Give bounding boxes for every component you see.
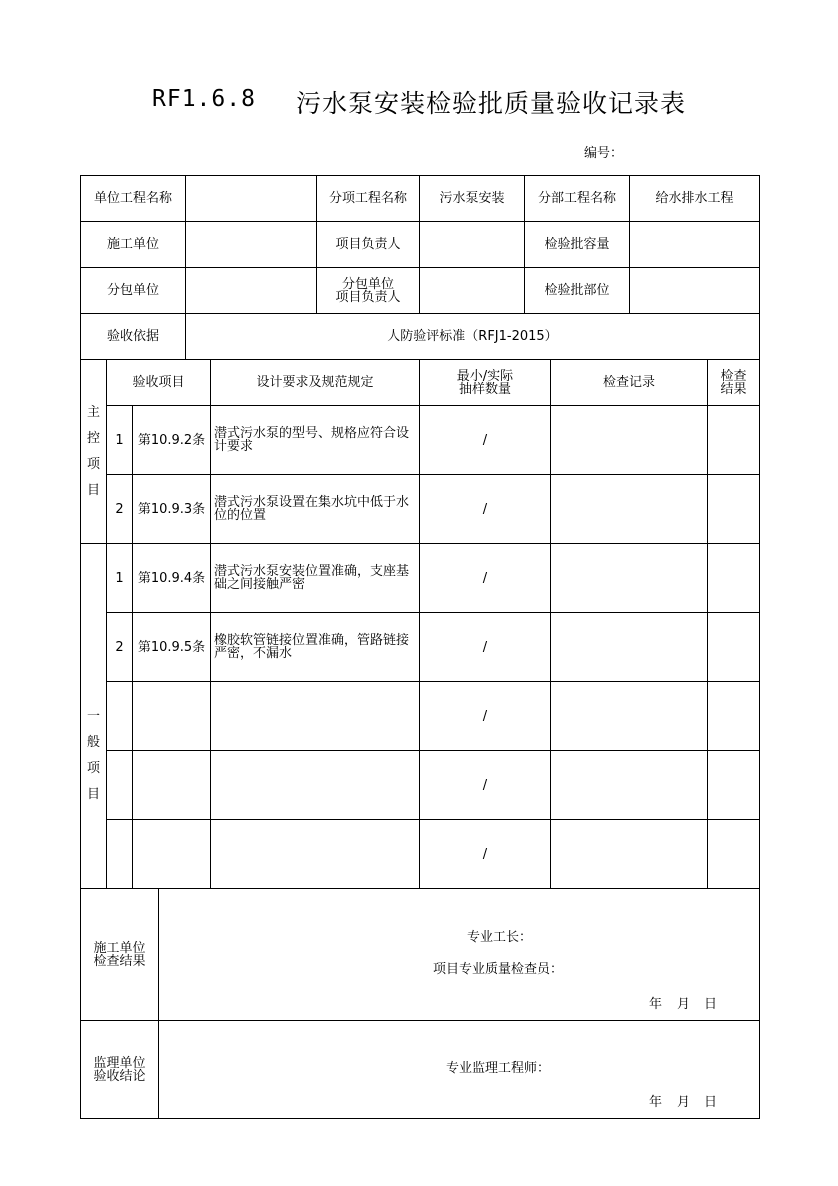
- general-row-3-sample[interactable]: /: [419, 681, 551, 751]
- general-row-4-sample[interactable]: /: [419, 750, 551, 820]
- sub-item-value[interactable]: 污水泵安装: [419, 175, 525, 222]
- quality-inspector-label: 项目专业质量检查员：: [433, 962, 564, 977]
- general-row-5-requirement: [210, 819, 420, 889]
- pm-value[interactable]: [419, 221, 525, 268]
- main-control-items-label-line: 项: [86, 456, 100, 472]
- main-row-2-requirement-line: 位的位置: [214, 508, 267, 523]
- general-row-5-result[interactable]: [707, 819, 760, 889]
- contractor-check-label: [80, 888, 159, 1021]
- general-row-1-requirement: [210, 543, 420, 613]
- unit-project-label: 单位工程名称: [80, 175, 186, 222]
- main-row-1-record[interactable]: [550, 405, 708, 475]
- general-row-4-result[interactable]: [707, 750, 760, 820]
- capacity-label: 检验批容量: [524, 221, 630, 268]
- general-row-2-result[interactable]: [707, 612, 760, 682]
- sub-pm-label-line: 分包单位: [341, 276, 394, 292]
- col-sample-line: 抽样数量: [458, 381, 511, 397]
- sub-item-label: 分项工程名称: [316, 175, 420, 222]
- general-row-4-no: [106, 750, 133, 820]
- general-row-2-no: 2: [106, 612, 133, 682]
- main-row-2-sample[interactable]: /: [419, 474, 551, 544]
- division-label: 分部工程名称: [524, 175, 630, 222]
- col-record: 检查记录: [550, 359, 708, 406]
- contractor-check-area: [158, 888, 760, 1021]
- subcontractor-value[interactable]: [185, 267, 317, 314]
- col-result-line: 检查: [720, 368, 747, 384]
- main-row-2-requirement: [210, 474, 420, 544]
- supervisor-check-label: [80, 1020, 159, 1119]
- contractor-year-label: 年: [649, 997, 663, 1012]
- main-row-1-requirement: [210, 405, 420, 475]
- main-control-items-label-line: 控: [86, 430, 100, 446]
- col-sample-line: 最小/实际: [456, 368, 514, 384]
- general-row-3-record[interactable]: [550, 681, 708, 751]
- main-row-1-sample[interactable]: /: [419, 405, 551, 475]
- main-row-1-clause: 第10.9.2条: [132, 405, 211, 475]
- col-requirement: 设计要求及规范规定: [210, 359, 420, 406]
- general-row-2-clause: 第10.9.5条: [132, 612, 211, 682]
- col-result-line: 结果: [720, 381, 747, 397]
- contractor-day-label: 日: [704, 997, 718, 1012]
- division-value[interactable]: 给水排水工程: [629, 175, 760, 222]
- supervisor-check-label-line: 验收结论: [93, 1068, 146, 1084]
- serial-number-label: 编号：: [584, 146, 624, 161]
- general-row-2-record[interactable]: [550, 612, 708, 682]
- general-items-label-line: 项: [86, 761, 100, 776]
- general-row-3-clause: [132, 681, 211, 751]
- general-row-1-sample[interactable]: /: [419, 543, 551, 613]
- general-row-2-sample[interactable]: /: [419, 612, 551, 682]
- general-row-5-clause: [132, 819, 211, 889]
- sub-pm-label-line: 项目负责人: [335, 289, 401, 305]
- general-row-1-no: 1: [106, 543, 133, 613]
- contractor-check-label-line: 施工单位: [93, 940, 146, 956]
- main-row-1-requirement-line: 计要求: [214, 439, 254, 454]
- capacity-value[interactable]: [629, 221, 760, 268]
- general-row-1-requirement-line: 潜式污水泵安装位置准确，支座基: [214, 564, 410, 579]
- sub-pm-value[interactable]: [419, 267, 525, 314]
- main-control-items-label-line: 主: [86, 404, 100, 420]
- main-row-2-no: 2: [106, 474, 133, 544]
- general-row-3-no: [106, 681, 133, 751]
- general-row-2-requirement-line: 橡胶软管链接位置准确，管路链接: [214, 633, 410, 648]
- col-item: 验收项目: [106, 359, 211, 406]
- general-row-1-result[interactable]: [707, 543, 760, 613]
- location-label: 检验批部位: [524, 267, 630, 314]
- general-items-label: [80, 543, 107, 889]
- supervisor-check-area: [158, 1020, 760, 1119]
- main-row-1-result[interactable]: [707, 405, 760, 475]
- main-control-items-label-line: 目: [86, 482, 100, 498]
- main-row-1-no: 1: [106, 405, 133, 475]
- general-items-label-line: 般: [86, 735, 100, 750]
- general-row-1-clause: 第10.9.4条: [132, 543, 211, 613]
- contractor-label: 施工单位: [80, 221, 186, 268]
- general-row-5-record[interactable]: [550, 819, 708, 889]
- general-row-4-requirement: [210, 750, 420, 820]
- contractor-value[interactable]: [185, 221, 317, 268]
- col-result: [707, 359, 760, 406]
- main-row-2-result[interactable]: [707, 474, 760, 544]
- supervisor-month-label: 月: [677, 1095, 691, 1110]
- contractor-month-label: 月: [677, 997, 691, 1012]
- basis-label: 验收依据: [80, 313, 186, 360]
- general-row-5-sample[interactable]: /: [419, 819, 551, 889]
- general-row-5-no: [106, 819, 133, 889]
- supervising-engineer-label: 专业监理工程师：: [446, 1061, 551, 1076]
- general-row-3-result[interactable]: [707, 681, 760, 751]
- general-row-1-record[interactable]: [550, 543, 708, 613]
- sub-pm-label: [316, 267, 420, 314]
- location-value[interactable]: [629, 267, 760, 314]
- col-sample: [419, 359, 551, 406]
- supervisor-year-label: 年: [649, 1095, 663, 1110]
- general-row-3-requirement: [210, 681, 420, 751]
- supervisor-day-label: 日: [704, 1095, 718, 1110]
- contractor-check-label-line: 检查结果: [93, 953, 146, 969]
- general-row-2-requirement-line: 严密，不漏水: [214, 646, 293, 661]
- main-row-2-requirement-line: 潜式污水泵设置在集水坑中低于水: [214, 495, 410, 510]
- form-code: RF1.6.8: [152, 86, 256, 112]
- general-row-4-record[interactable]: [550, 750, 708, 820]
- general-items-label-line: 目: [86, 787, 100, 802]
- main-row-2-record[interactable]: [550, 474, 708, 544]
- main-row-1-requirement-line: 潜式污水泵的型号、规格应符合设: [214, 426, 410, 441]
- general-row-2-requirement: [210, 612, 420, 682]
- basis-value: 人防验评标准（RFJ1-2015）: [185, 313, 760, 360]
- supervisor-check-label-line: 监理单位: [93, 1055, 146, 1071]
- general-row-4-clause: [132, 750, 211, 820]
- foreman-label: 专业工长：: [467, 930, 533, 945]
- unit-project-value[interactable]: [185, 175, 317, 222]
- main-row-2-clause: 第10.9.3条: [132, 474, 211, 544]
- subcontractor-label: 分包单位: [80, 267, 186, 314]
- main-control-items-label: [80, 359, 107, 544]
- general-row-1-requirement-line: 础之间接触严密: [214, 577, 306, 592]
- form-name: 污水泵安装检验批质量验收记录表: [296, 89, 687, 118]
- general-items-label-line: 一: [86, 709, 100, 724]
- pm-label: 项目负责人: [316, 221, 420, 268]
